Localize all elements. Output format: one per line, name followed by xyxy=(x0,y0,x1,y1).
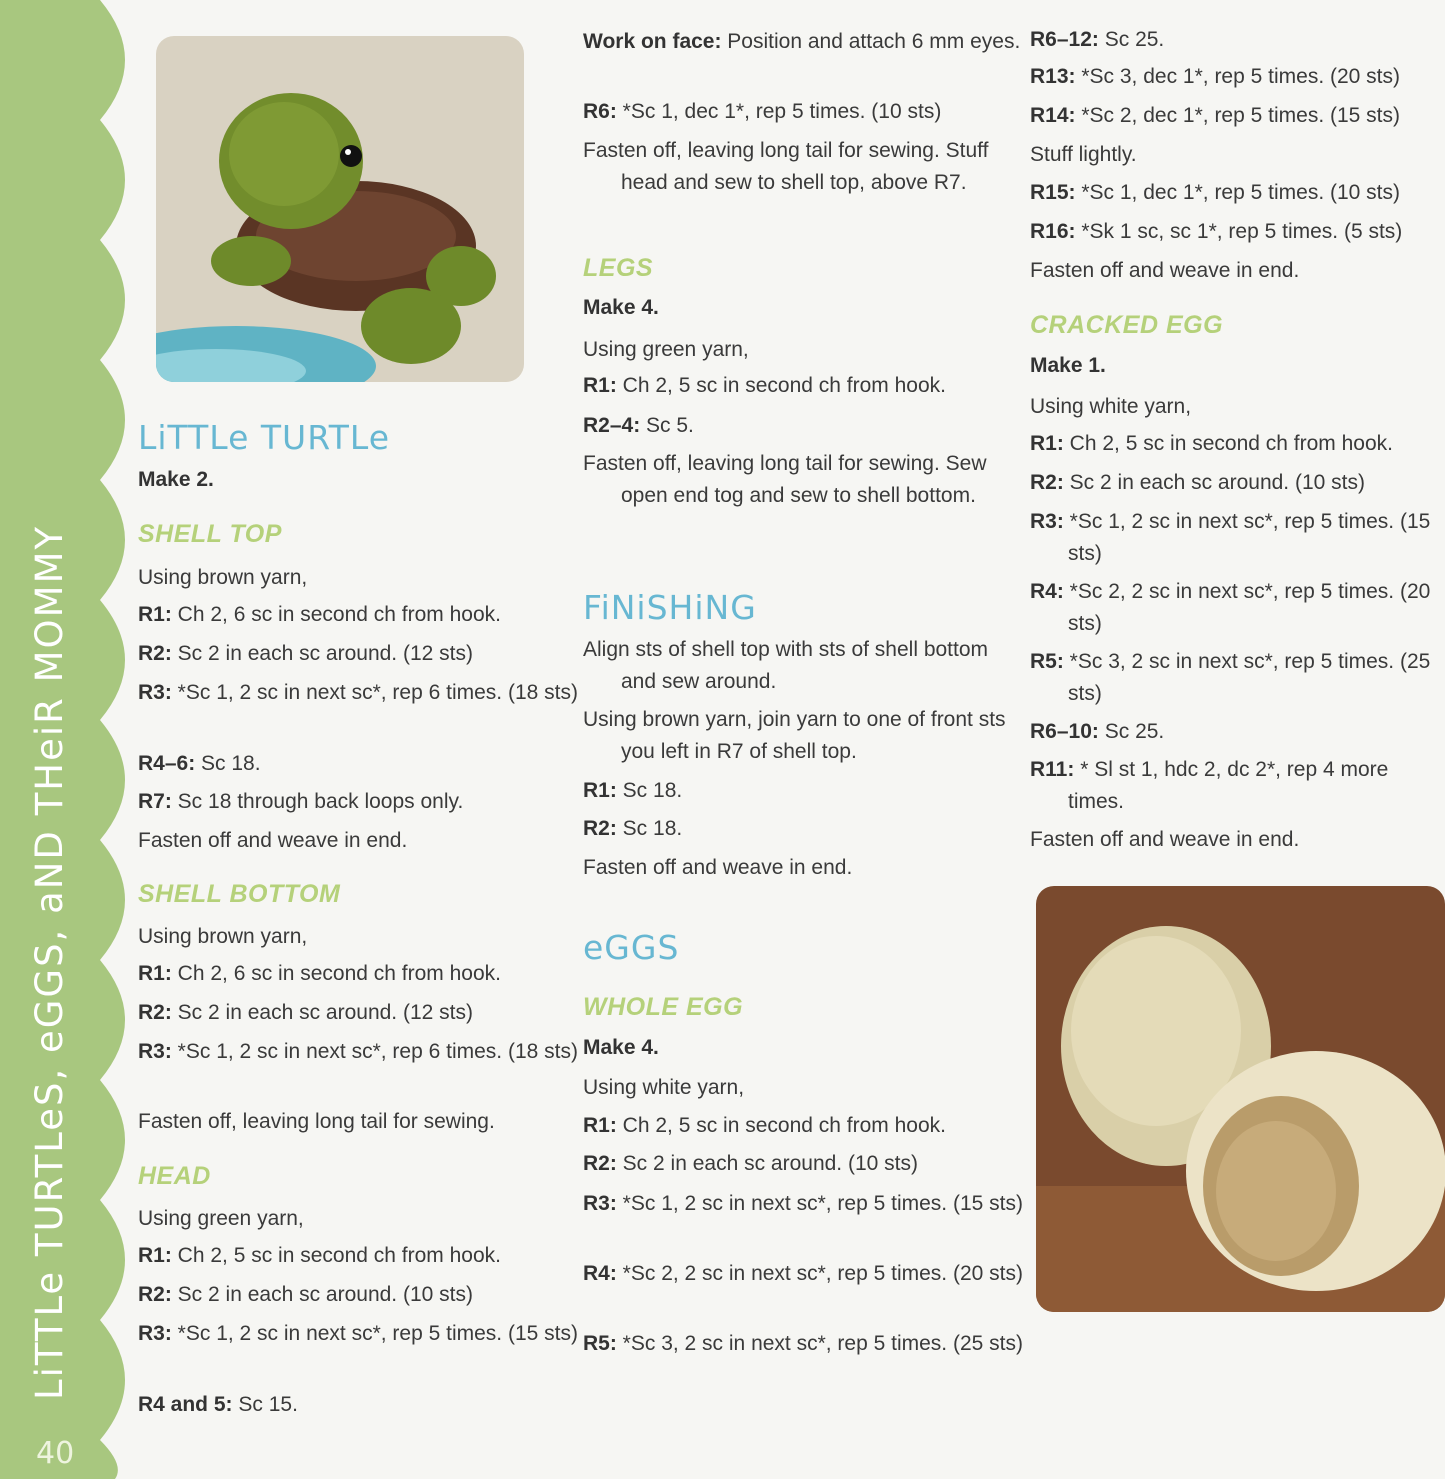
legs-make: Make 4. xyxy=(583,296,659,319)
legs-heading: LEGS xyxy=(583,254,654,282)
shell-top-line: R4–6: Sc 18. xyxy=(138,752,261,775)
little-turtle-make: Make 2. xyxy=(138,468,214,491)
shell-bottom-heading: SHELL BOTTOM xyxy=(138,880,341,908)
egg-cont-line: R13: *Sc 3, dec 1*, rep 5 times. (20 sts) xyxy=(1030,65,1400,88)
face-line: Work on face: Position and attach 6 mm eyes. xyxy=(583,30,1021,53)
page-number: 40 xyxy=(36,1436,75,1471)
egg-cont-line: Stuff lightly. xyxy=(1030,143,1137,166)
turtle-illustration xyxy=(156,36,524,382)
head-line: R1: Ch 2, 5 sc in second ch from hook. xyxy=(138,1244,502,1267)
egg-cont-line: R16: *Sk 1 sc, sc 1*, rep 5 times. (5 sts) xyxy=(1030,220,1403,243)
shell-bottom-line: R2: Sc 2 in each sc around. (12 sts) xyxy=(138,1001,473,1024)
cracked-egg-line: Using white yarn, xyxy=(1030,395,1192,418)
legs-line: Using green yarn, xyxy=(583,338,749,361)
head-line: R2: Sc 2 in each sc around. (10 sts) xyxy=(138,1283,473,1306)
cracked-egg-line: R4: *Sc 2, 2 sc in next sc*, rep 5 times. (20 sts) xyxy=(1030,580,1431,635)
finishing-line: R2: Sc 18. xyxy=(583,817,683,840)
egg-cont-line: Fasten off and weave in end. xyxy=(1030,259,1300,282)
shell-top-heading: SHELL TOP xyxy=(138,520,282,548)
little-turtle-title: LiTTLe TURTLe xyxy=(138,418,390,457)
eggs-title: eGGS xyxy=(583,928,680,967)
shell-top-line: R3: *Sc 1, 2 sc in next sc*, rep 6 times. (18 sts) xyxy=(138,681,578,704)
running-head: LiTTLe TURTLeS, eGGS, aND THeiR MOMMY xyxy=(28,524,71,1400)
legs-line: R1: Ch 2, 5 sc in second ch from hook. xyxy=(583,374,947,397)
finishing-title: FiNiSHiNG xyxy=(583,588,757,627)
egg-cont-line: R14: *Sc 2, dec 1*, rep 5 times. (15 sts) xyxy=(1030,104,1400,127)
head-line: R4 and 5: Sc 15. xyxy=(138,1393,298,1416)
shell-top-line: R2: Sc 2 in each sc around. (12 sts) xyxy=(138,642,473,665)
egg-cont-line: R6–12: Sc 25. xyxy=(1030,28,1165,51)
shell-top-line: Fasten off and weave in end. xyxy=(138,829,408,852)
cracked-egg-line: R5: *Sc 3, 2 sc in next sc*, rep 5 times. (25 sts) xyxy=(1030,650,1431,705)
cracked-egg-heading: CRACKED EGG xyxy=(1030,311,1224,339)
egg-cont-line: R15: *Sc 1, dec 1*, rep 5 times. (10 sts) xyxy=(1030,181,1400,204)
face-line: Fasten off, leaving long tail for sewing. Stuff head and sew to shell top, above R7. xyxy=(583,139,989,194)
whole-egg-line: R2: Sc 2 in each sc around. (10 sts) xyxy=(583,1152,918,1175)
whole-egg-line: Using white yarn, xyxy=(583,1076,745,1099)
head-line: R3: *Sc 1, 2 sc in next sc*, rep 5 times. (15 sts) xyxy=(138,1322,578,1345)
cracked-egg-line: R6–10: Sc 25. xyxy=(1030,720,1165,743)
eggs-illustration xyxy=(1036,886,1445,1312)
finishing-line: Using brown yarn, join yarn to one of front sts you left in R7 of shell top. xyxy=(583,708,1006,763)
legs-line: R2–4: Sc 5. xyxy=(583,414,694,437)
whole-egg-heading: WHOLE EGG xyxy=(583,993,744,1021)
shell-bottom-line: R3: *Sc 1, 2 sc in next sc*, rep 6 times. (18 sts) xyxy=(138,1040,578,1063)
shell-top-line: Using brown yarn, xyxy=(138,566,308,589)
shell-top-line: R1: Ch 2, 6 sc in second ch from hook. xyxy=(138,603,502,626)
whole-egg-line: R3: *Sc 1, 2 sc in next sc*, rep 5 times. (15 sts) xyxy=(583,1192,1023,1215)
shell-bottom-line: R1: Ch 2, 6 sc in second ch from hook. xyxy=(138,962,502,985)
whole-egg-line: R4: *Sc 2, 2 sc in next sc*, rep 5 times. (20 sts) xyxy=(583,1262,1023,1285)
cracked-egg-line: R2: Sc 2 in each sc around. (10 sts) xyxy=(1030,471,1365,494)
head-heading: HEAD xyxy=(138,1162,211,1190)
finishing-line: R1: Sc 18. xyxy=(583,779,683,802)
face-line: R6: *Sc 1, dec 1*, rep 5 times. (10 sts) xyxy=(583,100,942,123)
finishing-line: Align sts of shell top with sts of shell bottom and sew around. xyxy=(583,638,989,693)
shell-bottom-line: Fasten off, leaving long tail for sewing. xyxy=(138,1110,495,1133)
head-line: Using green yarn, xyxy=(138,1207,304,1230)
legs-line: Fasten off, leaving long tail for sewing. Sew open end tog and sew to shell bottom. xyxy=(583,452,987,507)
eggs-photo xyxy=(1036,886,1445,1312)
whole-egg-line: R5: *Sc 3, 2 sc in next sc*, rep 5 times. (25 sts) xyxy=(583,1332,1023,1355)
cracked-egg-line: Fasten off and weave in end. xyxy=(1030,828,1300,851)
cracked-egg-line: R1: Ch 2, 5 sc in second ch from hook. xyxy=(1030,432,1394,455)
cracked-egg-line: R11: * Sl st 1, hdc 2, dc 2*, rep 4 more times. xyxy=(1030,758,1389,813)
shell-top-line: R7: Sc 18 through back loops only. xyxy=(138,790,464,813)
cracked-egg-make: Make 1. xyxy=(1030,354,1106,377)
shell-bottom-line: Using brown yarn, xyxy=(138,925,308,948)
whole-egg-make: Make 4. xyxy=(583,1036,659,1059)
whole-egg-line: R1: Ch 2, 5 sc in second ch from hook. xyxy=(583,1114,947,1137)
finishing-line: Fasten off and weave in end. xyxy=(583,856,853,879)
turtle-photo xyxy=(156,36,524,382)
cracked-egg-line: R3: *Sc 1, 2 sc in next sc*, rep 5 times. (15 sts) xyxy=(1030,510,1431,565)
